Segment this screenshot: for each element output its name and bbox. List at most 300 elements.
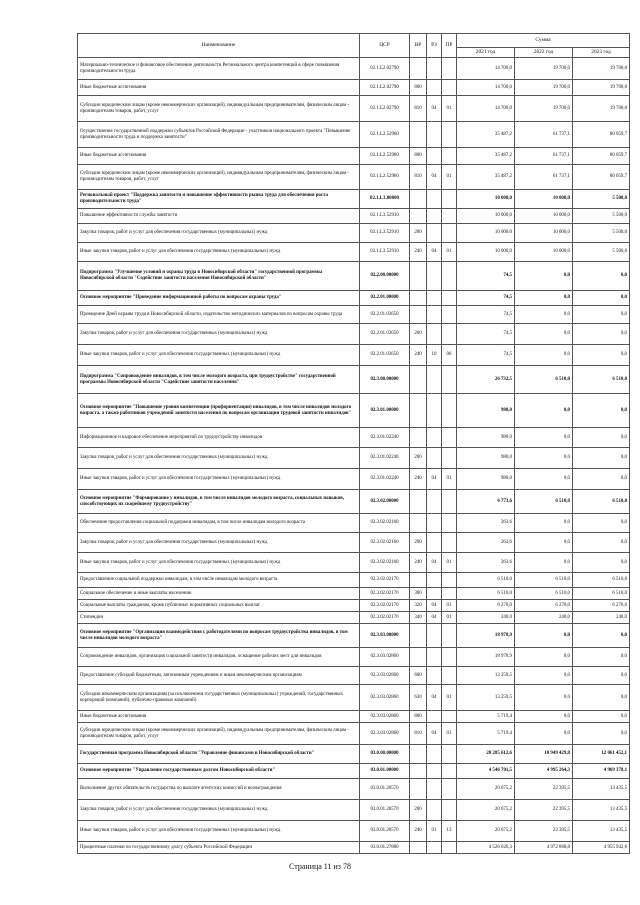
row-vr: 300 xyxy=(410,588,427,600)
row-csr: 03.0.00.00000 xyxy=(360,745,410,764)
row-rz xyxy=(427,779,442,800)
row-name: Закупка товаров, работ и услуг для обеспечения государственных (муниципальных) нужд xyxy=(78,448,360,469)
row-rz: 04 xyxy=(427,96,442,122)
row-sum-2021: 14 700,0 xyxy=(457,96,515,122)
row-pr: 01 xyxy=(442,243,457,262)
row-pr xyxy=(442,514,457,533)
table-row xyxy=(78,779,630,800)
row-sum-2022: 22 395,5 xyxy=(515,821,573,842)
row-vr: 200 xyxy=(410,533,427,553)
row-sum-2022: 0,0 xyxy=(515,514,573,533)
row-sum-2023: 19 700,0 xyxy=(573,58,630,80)
row-csr: 03.0.01.00000 xyxy=(360,764,410,779)
row-rz xyxy=(427,428,442,448)
row-csr: 03.0.01.20570 xyxy=(360,800,410,821)
row-vr xyxy=(410,573,427,588)
row-pr xyxy=(442,448,457,469)
table-row xyxy=(78,96,630,122)
table-row xyxy=(78,469,630,490)
row-sum-2023: 19 700,0 xyxy=(573,80,630,96)
row-name: Повышение эффективности службы занятости xyxy=(78,209,360,224)
row-vr xyxy=(410,779,427,800)
budget-table xyxy=(77,33,630,854)
row-csr: 02.3.02.00000 xyxy=(360,490,410,514)
row-rz: 04 xyxy=(427,723,442,745)
row-pr xyxy=(442,842,457,854)
row-sum-2023: 0,0 xyxy=(573,306,630,324)
table-row xyxy=(78,800,630,821)
row-sum-2022: 61 737,1 xyxy=(515,148,573,165)
row-name: Иные закупки товаров, работ и услуг для обеспечения государственных (муниципальных) нужд xyxy=(78,553,360,573)
row-vr: 320 xyxy=(410,600,427,612)
table-row xyxy=(78,165,630,190)
row-csr: 02.3.03.02860 xyxy=(360,723,410,745)
row-vr: 800 xyxy=(410,148,427,165)
table-row xyxy=(78,745,630,764)
row-vr xyxy=(410,764,427,779)
row-pr xyxy=(442,624,457,648)
row-sum-2021: 6 773,6 xyxy=(457,490,515,514)
row-name: Иные бюджетные ассигнования xyxy=(78,80,360,96)
row-rz xyxy=(427,514,442,533)
row-sum-2022: 0,0 xyxy=(515,667,573,685)
row-rz xyxy=(427,324,442,345)
row-sum-2022: 4 972 868,8 xyxy=(515,842,573,854)
row-csr: 02.3.01.00000 xyxy=(360,394,410,428)
row-rz xyxy=(427,291,442,306)
row-sum-2021: 35 487,2 xyxy=(457,165,515,190)
row-pr xyxy=(442,190,457,209)
row-csr: 02.2.01.03650 xyxy=(360,306,410,324)
row-sum-2021: 14 700,0 xyxy=(457,58,515,80)
row-sum-2021: 10 000,0 xyxy=(457,190,515,209)
row-sum-2021: 263,6 xyxy=(457,533,515,553)
table-row xyxy=(78,842,630,854)
row-sum-2023: 12 061 452,1 xyxy=(573,745,630,764)
row-vr: 240 xyxy=(410,345,427,366)
row-sum-2023: 13 435,5 xyxy=(573,779,630,800)
header-year-2022: 2022 год xyxy=(515,48,573,58)
row-vr xyxy=(410,624,427,648)
row-sum-2022: 6 510,0 xyxy=(515,366,573,394)
row-sum-2022: 6 510,0 xyxy=(515,490,573,514)
table-row xyxy=(78,514,630,533)
row-sum-2022: 22 395,5 xyxy=(515,779,573,800)
row-pr: 06 xyxy=(442,345,457,366)
row-vr: 240 xyxy=(410,469,427,490)
row-vr xyxy=(410,190,427,209)
row-csr: 02.3.02.02170 xyxy=(360,588,410,600)
header-year-2021: 2021 год xyxy=(457,48,515,58)
row-sum-2021: 35 487,2 xyxy=(457,122,515,148)
row-sum-2021: 18 978,9 xyxy=(457,624,515,648)
row-rz: 01 xyxy=(427,821,442,842)
table-row xyxy=(78,190,630,209)
row-csr: 02.3.03.02860 xyxy=(360,667,410,685)
row-sum-2022: 6 510,0 xyxy=(515,573,573,588)
row-sum-2021: 240,0 xyxy=(457,612,515,624)
row-sum-2023: 0,0 xyxy=(573,648,630,667)
row-rz xyxy=(427,667,442,685)
table-row xyxy=(78,306,630,324)
row-rz xyxy=(427,394,442,428)
row-rz xyxy=(427,366,442,394)
row-pr xyxy=(442,533,457,553)
row-pr xyxy=(442,262,457,291)
row-pr xyxy=(442,779,457,800)
table-row xyxy=(78,573,630,588)
table-row xyxy=(78,764,630,779)
row-sum-2021: 980,0 xyxy=(457,469,515,490)
row-sum-2021: 10 000,0 xyxy=(457,209,515,224)
row-rz xyxy=(427,745,442,764)
header-sum: Сумма xyxy=(457,34,630,48)
row-vr: 240 xyxy=(410,821,427,842)
row-sum-2021: 13 259,5 xyxy=(457,667,515,685)
row-sum-2023: 6 270,0 xyxy=(573,600,630,612)
row-csr: 02.3.03.02860 xyxy=(360,648,410,667)
row-name: Основное мероприятие "Формирование у инвалидов, в том числе инвалидов молодого возраста, социальных навыков, способствующих их скорейшему трудоустройству" xyxy=(78,490,360,514)
row-sum-2022: 6 510,0 xyxy=(515,588,573,600)
row-sum-2022: 0,0 xyxy=(515,723,573,745)
row-csr: 02.3.02.02160 xyxy=(360,533,410,553)
row-sum-2021: 13 259,5 xyxy=(457,685,515,711)
table-row xyxy=(78,533,630,553)
row-rz xyxy=(427,573,442,588)
row-name: Социальные выплаты гражданам, кроме публичных нормативных социальных выплат xyxy=(78,600,360,612)
table-row xyxy=(78,262,630,291)
row-vr xyxy=(410,428,427,448)
row-name: Государственная программа Новосибирской области "Управление финансами в Новосибирской области" xyxy=(78,745,360,764)
row-pr xyxy=(442,711,457,723)
row-name: Иные закупки товаров, работ и услуг для обеспечения государственных (муниципальных) нужд xyxy=(78,345,360,366)
row-sum-2023: 5 500,0 xyxy=(573,190,630,209)
row-vr xyxy=(410,648,427,667)
row-rz xyxy=(427,711,442,723)
row-name: Иные бюджетные ассигнования xyxy=(78,148,360,165)
row-sum-2023: 0,0 xyxy=(573,553,630,573)
row-sum-2022: 0,0 xyxy=(515,533,573,553)
row-csr: 02.3.00.00000 xyxy=(360,366,410,394)
row-rz xyxy=(427,588,442,600)
row-csr: 02.3.02.02170 xyxy=(360,573,410,588)
row-sum-2021: 5 719,4 xyxy=(457,723,515,745)
row-sum-2022: 19 700,0 xyxy=(515,58,573,80)
row-name: Подпрограмма "Улучшение условий и охраны труда в Новосибирской области" государственной программы Новосибирской области "Содействие занятости населения Новосибирской области" xyxy=(78,262,360,291)
row-name: Иные закупки товаров, работ и услуг для обеспечения государственных (муниципальных) нужд xyxy=(78,469,360,490)
row-sum-2021: 14 700,0 xyxy=(457,80,515,96)
table-row xyxy=(78,612,630,624)
row-sum-2022: 61 737,1 xyxy=(515,122,573,148)
row-rz xyxy=(427,190,442,209)
header-name: Наименование xyxy=(78,34,360,58)
row-csr: 02.1.L2.52960 xyxy=(360,122,410,148)
row-sum-2021: 20 675,2 xyxy=(457,821,515,842)
row-sum-2021: 20 285 612,6 xyxy=(457,745,515,764)
row-sum-2023: 0,0 xyxy=(573,685,630,711)
table-row xyxy=(78,600,630,612)
row-vr xyxy=(410,291,427,306)
row-vr xyxy=(410,58,427,80)
row-sum-2023: 5 500,0 xyxy=(573,224,630,243)
row-sum-2022: 61 737,1 xyxy=(515,165,573,190)
row-sum-2022: 0,0 xyxy=(515,448,573,469)
row-name: Иные закупки товаров, работ и услуг для обеспечения государственных (муниципальных) нужд xyxy=(78,243,360,262)
row-sum-2023: 6 510,0 xyxy=(573,573,630,588)
row-sum-2023: 0,0 xyxy=(573,533,630,553)
row-sum-2021: 6 510,0 xyxy=(457,588,515,600)
row-vr: 800 xyxy=(410,711,427,723)
row-csr: 02.3.02.02160 xyxy=(360,553,410,573)
table-row xyxy=(78,723,630,745)
row-sum-2021: 4 526 026,3 xyxy=(457,842,515,854)
row-vr: 340 xyxy=(410,612,427,624)
row-sum-2021: 10 000,0 xyxy=(457,243,515,262)
row-name: Стипендии xyxy=(78,612,360,624)
row-name: Иные бюджетные ассигнования xyxy=(78,711,360,723)
row-sum-2023: 80 059,7 xyxy=(573,122,630,148)
row-name: Подпрограмма "Сопровождение инвалидов, в том числе молодого возраста, при трудоустройстве" государственной программы Новосибирской области "Содействие занятости населения" xyxy=(78,366,360,394)
row-rz xyxy=(427,122,442,148)
row-sum-2021: 74,5 xyxy=(457,324,515,345)
row-sum-2022: 19 700,0 xyxy=(515,96,573,122)
row-csr: 02.3.03.00000 xyxy=(360,624,410,648)
row-rz xyxy=(427,648,442,667)
row-pr: 01 xyxy=(442,723,457,745)
row-vr xyxy=(410,209,427,224)
row-sum-2021: 263,6 xyxy=(457,553,515,573)
row-rz xyxy=(427,209,442,224)
row-pr: 01 xyxy=(442,165,457,190)
row-vr: 200 xyxy=(410,800,427,821)
row-sum-2022: 240,0 xyxy=(515,612,573,624)
row-pr xyxy=(442,122,457,148)
row-csr: 02.3.01.02240 xyxy=(360,428,410,448)
row-sum-2023: 0,0 xyxy=(573,469,630,490)
row-pr: 01 xyxy=(442,553,457,573)
row-pr xyxy=(442,764,457,779)
row-rz xyxy=(427,624,442,648)
row-sum-2022: 0,0 xyxy=(515,306,573,324)
table-row xyxy=(78,366,630,394)
row-csr: 02.1.L3.52910 xyxy=(360,209,410,224)
row-pr xyxy=(442,324,457,345)
row-sum-2023: 0,0 xyxy=(573,624,630,648)
row-pr xyxy=(442,148,457,165)
row-sum-2022: 0,0 xyxy=(515,262,573,291)
row-name: Закупка товаров, работ и услуг для обеспечения государственных (муниципальных) нужд xyxy=(78,800,360,821)
row-pr xyxy=(442,80,457,96)
row-name: Предоставление субсидий бюджетным, автономным учреждениям и иным некоммерческим организациям xyxy=(78,667,360,685)
row-rz xyxy=(427,224,442,243)
row-name: Осуществление государственной поддержки субъектов Российской Федерации - участников национального проекта "Повышение производительности труда и поддержка занятости" xyxy=(78,122,360,148)
row-pr: 13 xyxy=(442,821,457,842)
row-vr xyxy=(410,514,427,533)
row-sum-2023: 0,0 xyxy=(573,324,630,345)
row-vr xyxy=(410,122,427,148)
row-sum-2022: 10 000,0 xyxy=(515,243,573,262)
row-rz: 04 xyxy=(427,685,442,711)
row-sum-2023: 80 059,7 xyxy=(573,165,630,190)
row-csr: 03.0.01.20570 xyxy=(360,779,410,800)
table-row xyxy=(78,324,630,345)
table-row xyxy=(78,588,630,600)
row-name: Процентные платежи по государственному долгу субъекта Российской Федерации xyxy=(78,842,360,854)
row-pr xyxy=(442,588,457,600)
row-sum-2023: 13 435,5 xyxy=(573,821,630,842)
row-csr: 02.2.01.00000 xyxy=(360,291,410,306)
row-csr: 02.1.L3.52910 xyxy=(360,243,410,262)
row-name: Субсидии юридическим лицам (кроме некоммерческих организаций), индивидуальным предпринимателям, физическим лицам - производителям товаров, работ, услуг xyxy=(78,723,360,745)
row-rz: 04 xyxy=(427,243,442,262)
table-row xyxy=(78,648,630,667)
row-sum-2021: 20 675,2 xyxy=(457,800,515,821)
row-name: Социальное обеспечение и иные выплаты населению xyxy=(78,588,360,600)
row-csr: 02.1.L2.02790 xyxy=(360,80,410,96)
row-rz: 04 xyxy=(427,600,442,612)
row-sum-2021: 4 546 701,5 xyxy=(457,764,515,779)
row-vr: 810 xyxy=(410,723,427,745)
row-vr xyxy=(410,306,427,324)
row-sum-2023: 5 500,0 xyxy=(573,243,630,262)
row-sum-2022: 6 270,0 xyxy=(515,600,573,612)
row-csr: 02.3.02.02170 xyxy=(360,612,410,624)
row-name: Обеспечение предоставления социальной поддержки инвалидам, в том числе инвалидам молодого возраста xyxy=(78,514,360,533)
row-sum-2021: 980,0 xyxy=(457,428,515,448)
header-csr: ЦСР xyxy=(360,34,410,58)
row-sum-2021: 74,5 xyxy=(457,262,515,291)
row-pr xyxy=(442,224,457,243)
row-sum-2023: 0,0 xyxy=(573,345,630,366)
table-row xyxy=(78,428,630,448)
table-row xyxy=(78,685,630,711)
budget-sheet xyxy=(77,33,629,854)
table-row xyxy=(78,448,630,469)
row-pr xyxy=(442,366,457,394)
row-name: Основное мероприятие "Организация взаимодействия с работодателями по вопросам трудоустройства инвалидов, в том числе инвалидов молодого возраста" xyxy=(78,624,360,648)
row-sum-2023: 0,0 xyxy=(573,394,630,428)
row-csr: 02.2.00.00000 xyxy=(360,262,410,291)
row-csr: 02.1.L2.02790 xyxy=(360,96,410,122)
row-rz xyxy=(427,842,442,854)
row-csr: 02.1.L3.52910 xyxy=(360,224,410,243)
row-sum-2023: 4 955 942,6 xyxy=(573,842,630,854)
row-name: Иные закупки товаров, работ и услуг для обеспечения государственных (муниципальных) нужд xyxy=(78,821,360,842)
row-pr: 01 xyxy=(442,612,457,624)
row-csr: 03.0.01.20570 xyxy=(360,821,410,842)
row-name: Закупка товаров, работ и услуг для обеспечения государственных (муниципальных) нужд xyxy=(78,324,360,345)
row-sum-2021: 263,6 xyxy=(457,514,515,533)
header-row-top xyxy=(78,34,630,48)
row-sum-2021: 6 270,0 xyxy=(457,600,515,612)
row-rz: 04 xyxy=(427,469,442,490)
row-csr: 02.3.03.02860 xyxy=(360,711,410,723)
row-vr: 800 xyxy=(410,80,427,96)
row-vr: 630 xyxy=(410,685,427,711)
table-row xyxy=(78,58,630,80)
row-pr xyxy=(442,291,457,306)
row-name: Субсидии юридическим лицам (кроме некоммерческих организаций), индивидуальным предпринимателям, физическим лицам - производителям товаров, работ, услуг xyxy=(78,165,360,190)
row-sum-2022: 0,0 xyxy=(515,685,573,711)
row-sum-2023: 0,0 xyxy=(573,514,630,533)
row-sum-2022: 0,0 xyxy=(515,324,573,345)
row-csr: 02.3.02.02160 xyxy=(360,514,410,533)
row-vr: 810 xyxy=(410,96,427,122)
row-sum-2022: 0,0 xyxy=(515,553,573,573)
row-name: Материально-техническое и финансовое обеспечение деятельности Регионального центра компетенций в сфере повышения производительности труда xyxy=(78,58,360,80)
row-vr xyxy=(410,842,427,854)
table-row xyxy=(78,209,630,224)
row-rz: 10 xyxy=(427,345,442,366)
row-csr: 02.3.01.02240 xyxy=(360,469,410,490)
row-sum-2023: 0,0 xyxy=(573,448,630,469)
row-sum-2021: 18 978,9 xyxy=(457,648,515,667)
header-pr: ПР xyxy=(442,34,457,58)
row-sum-2023: 240,0 xyxy=(573,612,630,624)
table-row xyxy=(78,291,630,306)
row-vr xyxy=(410,366,427,394)
row-sum-2022: 0,0 xyxy=(515,624,573,648)
row-pr xyxy=(442,394,457,428)
row-sum-2022: 22 395,5 xyxy=(515,800,573,821)
row-sum-2022: 0,0 xyxy=(515,394,573,428)
row-name: Субсидии некоммерческим организациям (за исключением государственных (муниципальных) учреждений, государственных корпораций (компаний), публично-правовых компаний) xyxy=(78,685,360,711)
row-rz xyxy=(427,148,442,165)
row-sum-2023: 6 510,0 xyxy=(573,366,630,394)
row-rz xyxy=(427,262,442,291)
row-vr: 240 xyxy=(410,553,427,573)
page-number: Страница 11 из 78 xyxy=(289,862,351,871)
row-pr: 01 xyxy=(442,600,457,612)
row-sum-2022: 19 700,0 xyxy=(515,80,573,96)
row-name: Информационное и кадровое обеспечение мероприятий по трудоустройству инвалидов xyxy=(78,428,360,448)
table-row xyxy=(78,667,630,685)
row-sum-2022: 0,0 xyxy=(515,469,573,490)
row-name: Сопровождение инвалидов, организация социальной занятости инвалидов, оснащение рабочих мест для инвалидов xyxy=(78,648,360,667)
row-pr xyxy=(442,428,457,448)
row-sum-2021: 74,5 xyxy=(457,306,515,324)
row-name: Выполнение других обязательств государства по выплате агентских комиссий и вознаграждения xyxy=(78,779,360,800)
row-sum-2023: 4 969 378,1 xyxy=(573,764,630,779)
row-sum-2022: 10 000,0 xyxy=(515,224,573,243)
row-csr: 02.2.01.03650 xyxy=(360,324,410,345)
row-sum-2023: 0,0 xyxy=(573,711,630,723)
row-vr xyxy=(410,490,427,514)
row-sum-2022: 0,0 xyxy=(515,711,573,723)
row-pr xyxy=(442,800,457,821)
row-pr: 01 xyxy=(442,469,457,490)
budget-rows xyxy=(78,58,630,854)
row-name: Основное мероприятие "Управление государственным долгом Новосибирской области" xyxy=(78,764,360,779)
table-row xyxy=(78,80,630,96)
row-vr: 810 xyxy=(410,165,427,190)
row-rz xyxy=(427,58,442,80)
table-row xyxy=(78,394,630,428)
row-sum-2021: 10 000,0 xyxy=(457,224,515,243)
row-sum-2023: 0,0 xyxy=(573,667,630,685)
row-rz: 04 xyxy=(427,553,442,573)
row-name: Основное мероприятие "Повышение уровня компетенции (профориентации) инвалидов, в том числе инвалидов молодого возраста, а также работников учреждений занятости населения по вопросам организации трудовой занятости инвалидов" xyxy=(78,394,360,428)
table-row xyxy=(78,224,630,243)
row-sum-2021: 74,5 xyxy=(457,345,515,366)
row-name: Закупка товаров, работ и услуг для обеспечения государственных (муниципальных) нужд xyxy=(78,533,360,553)
row-name: Закупка товаров, работ и услуг для обеспечения государственных (муниципальных) нужд xyxy=(78,224,360,243)
row-pr xyxy=(442,667,457,685)
table-row xyxy=(78,243,630,262)
row-sum-2023: 0,0 xyxy=(573,291,630,306)
row-pr xyxy=(442,648,457,667)
row-csr: 03.0.01.27880 xyxy=(360,842,410,854)
